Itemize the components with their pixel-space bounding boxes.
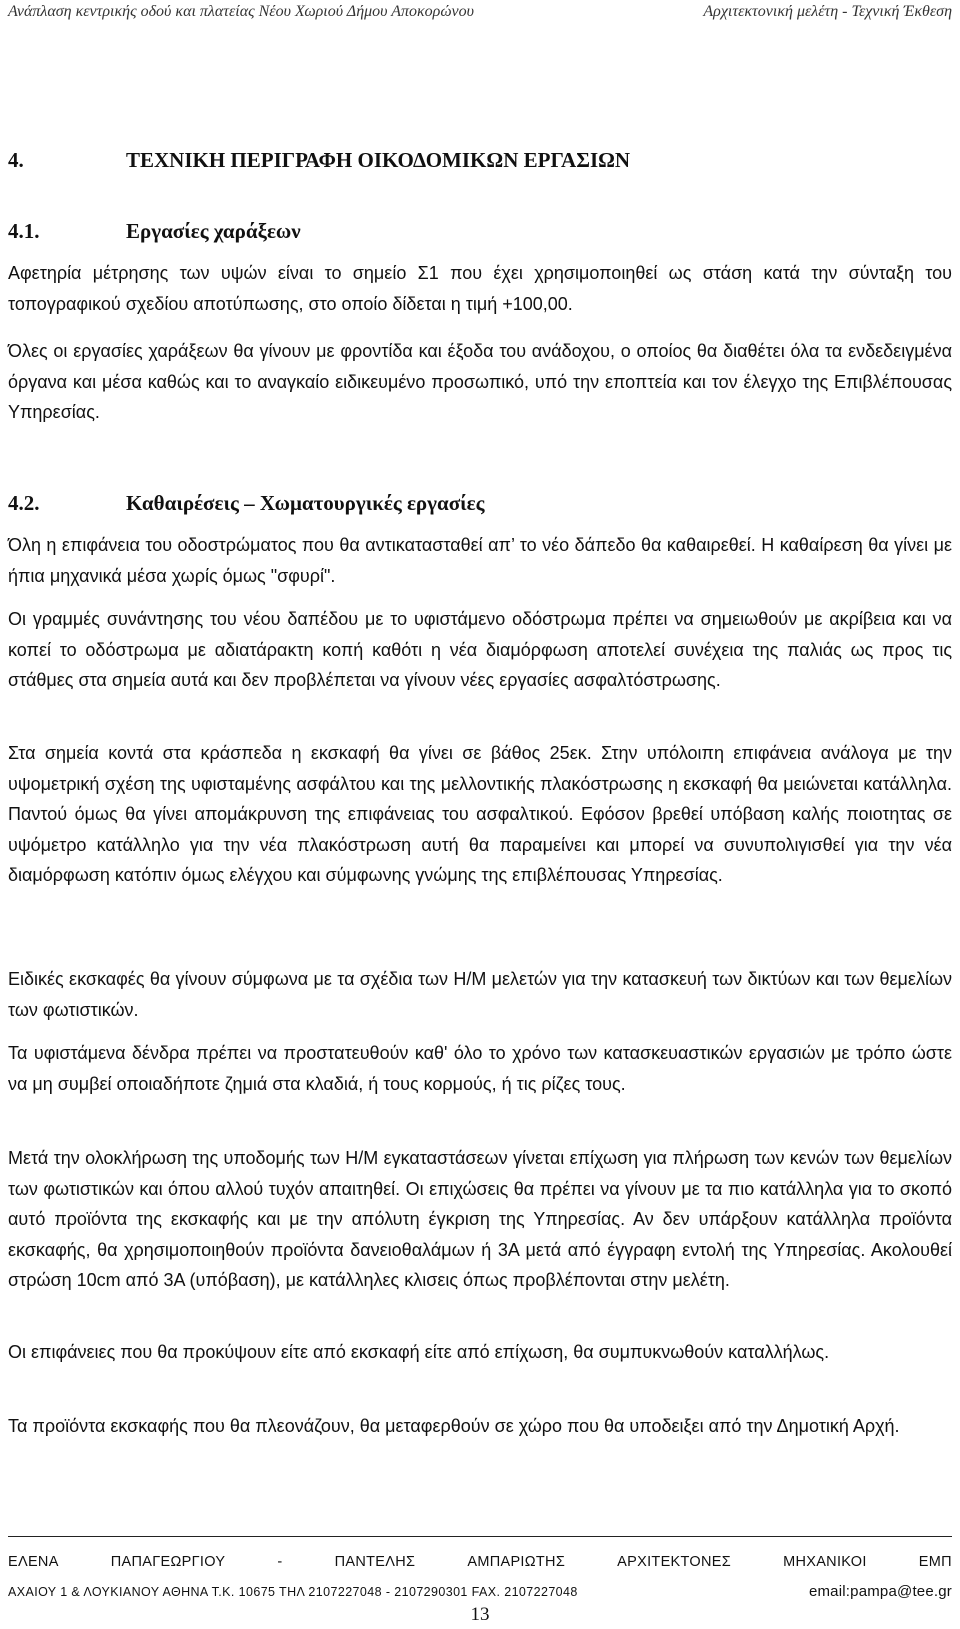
paragraph: Αφετηρία μέτρησης των υψών είναι το σημείο Σ1 που έχει χρησιμοποιηθεί ως στάση κατά την σύνταξη του τοπογραφικού σχεδίου αποτύπωσης, στο οποίο δίδεται η τιμή +100,00. [8,263,952,314]
footer-address: ΑΧΑΙΟΥ 1 & ΛΟΥΚΙΑΝΟΥ ΑΘΗΝΑ Τ.Κ. 10675 ΤΗΛ 2107227048 - 2107290301 FAX. 2107227048 [8,1585,578,1599]
footer-divider [8,1536,952,1537]
footer-name-part: ΕΛΕΝΑ [8,1554,59,1570]
footer-name-part: ΕΜΠ [918,1554,952,1570]
section-heading [8,145,630,175]
paragraph: Όλες οι εργασίες χαράξεων θα γίνουν με φροντίδα και έξοδα του ανάδοχου, ο οποίος θα διαθέτει όλα τα ενδεδειγμένα όργανα και μέσα καθώς και το αναγκαίο ειδικευμένο προσωπικό, υπό την εποπτεία και τον έλεγχο της Επιβλέπουσας Υπηρεσίας. [8,341,952,422]
subsection-title: Εργασίες χαράξεων [126,219,301,243]
subsection-number: 4.1. [8,219,40,243]
paragraph: Όλη η επιφάνεια του οδοστρώματος που θα αντικατασταθεί απ’ το νέο δάπεδο θα καθαιρεθεί. Η καθαίρεση θα γίνει με ήπια μηχανικά μέσα χωρίς όμως "σφυρί". [8,535,952,586]
page-header [8,0,952,26]
footer-authors [8,1552,952,1572]
paragraph: Μετά την ολοκλήρωση της υποδομής των Η/Μ εγκαταστάσεων γίνεται επίχωση για πλήρωση των κενών των θεμελίων των φωτιστικών και όπου αλλού τυχόν απαιτηθεί. Οι επιχώσεις θα πρέπει να γίνουν με τα πιο κατάλληλα για το σκοπό αυτό προϊόντα της εκσκαφής και με την απόλυτη έγκριση της Υπηρεσίας. Αν δεν υπάρξουν κατάλληλα προϊόντα εκσκαφής, θα χρησιμοποιηθούν προϊόντα δανειοθαλάμων ή 3Α μετά από έγγραφη εντολή της Υπηρεσίας. Ακολουθεί στρώση 10cm από 3Α (υπόβαση), με κατάλληλες κλισεις όπως προβλέπονται στην μελέτη. [8,1148,952,1290]
paragraph: Ειδικές εκσκαφές θα γίνουν σύμφωνα με τα σχέδια των Η/Μ μελετών για την κατασκευή των δικτύων και των θεμελίων των φωτιστικών. [8,969,952,1020]
paragraph: Οι επιφάνειες που θα προκύψουν είτε από εκσκαφή είτε από επίχωση, θα συμπυκνωθούν καταλλήλως. [8,1342,830,1362]
header-document-type: Αρχιτεκτονική μελέτη - Τεχνική Έκθεση [703,3,952,20]
footer-name-part: ΑΡΧΙΤΕΚΤΟΝΕΣ [617,1554,731,1570]
subsection-title: Καθαιρέσεις – Χωματουργικές εργασίες [126,491,485,515]
footer-contact [8,1582,952,1602]
footer-email: email:pampa@tee.gr [808,1583,952,1600]
page-number: 13 [470,1604,490,1625]
footer-name-part: ΠΑΝΤΕΛΗΣ [334,1554,416,1570]
subsection-heading-4-1 [8,216,301,246]
paragraph: Τα προϊόντα εκσκαφής που θα πλεονάζουν, θα μεταφερθούν σε χώρο που θα υποδειξει από την Δημοτική Αρχή. [8,1416,900,1436]
footer-name-part: ΑΜΠΑΡΙΩΤΗΣ [467,1554,566,1570]
paragraph: Τα υφιστάμενα δένδρα πρέπει να προστατευθούν καθ' όλο το χρόνο των κατασκευαστικών εργασιών με τρόπο ώστε να μη συμβεί οποιαδήποτε ζημιά στα κλαδιά, ή τους κορμούς, ή τις ρίζες τους. [8,1043,952,1094]
footer-name-part: - [277,1554,283,1570]
paragraph: Στα σημεία κοντά στα κράσπεδα η εκσκαφή θα γίνει σε βάθος 25εκ. Στην υπόλοιπη επιφάνεια ανάλογα με την υψομετρική σχέση της υφισταμένης ασφάλτου και της μελλοντικής πλακόστρωσης η εκσκαφή θα μειώνεται κατάλληλα. Παντού όμως θα γίνει απομάκρυνση της επιφάνειας του ασφαλτικού. Εφόσον βρεθεί υπόβαση καλής ποιοτητας σε υψόμετρο κατάλληλο για την νέα πλακόστρωση αυτή θα παραμείνει και μπορεί να συνυπολιγισθεί για την νέα διαμόρφωση κατόπιν όμως ελέγχου και σύμφωνης γνώμης της επιβλέπουσας Υπηρεσίας. [8,743,952,885]
subsection-heading-4-2 [8,488,484,518]
subsection-number: 4.2. [8,491,40,515]
header-project-title: Ανάπλαση κεντρικής οδού και πλατείας Νέου Χωριού Δήμου Αποκορώνου [8,3,474,20]
paragraph: Οι γραμμές συνάντησης του νέου δαπέδου με το υφιστάμενο οδόστρωμα πρέπει να σημειωθούν με ακρίβεια και να κοπεί το οδόστρωμα με αδιατάρακτη κοπή καθότι η νέα διαμόρφωση αποτελεί συνέχεια της παλιάς ως προς τις στάθμες στα σημεία αυτά και δεν προβλέπεται να γίνουν νέες εργασίες ασφαλτόστρωσης. [8,609,952,690]
footer-name-part: ΠΑΠΑΓΕΩΡΓΙΟΥ [110,1554,226,1570]
section-number: 4. [8,148,24,172]
footer-name-part: ΜΗΧΑΝΙΚΟΙ [783,1554,867,1570]
section-title: ΤΕΧΝΙΚΗ ΠΕΡΙΓΡΑΦΗ ΟΙΚΟΔΟΜΙΚΩΝ ΕΡΓΑΣΙΩΝ [126,148,631,172]
